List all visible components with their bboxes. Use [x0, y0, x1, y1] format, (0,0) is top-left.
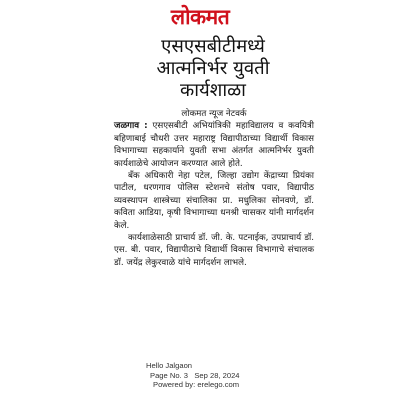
paragraph-text: एसएसबीटी अभियांत्रिकी महाविद्यालय व कवयित्री बहिणाबाई चौधरी उत्तर महाराष्ट्र विद्यापीठाच्या विद्यार्थी विकास विभागाच्या सहकार्याने युवती सभा अंतर्गत आत्मनिर्भर युवती कार्यशाळेचे आयोजन करण्यात आले होते.	[114, 121, 314, 169]
article-paragraph: बँक अधिकारी नेहा पटेल, जिल्हा उद्योग केंद्राच्या प्रियंका पाटील, धरणगाव पोलिस स्टेशनचे संतोष पवार, विद्यापीठ व्यवस्थापन शास्त्रेच्या संचालिका प्रा. मधुलिका सोनवणे, डॉ. कविता आडिया, कृषी विभागाच्या धनश्री चासकर यांनी मार्गदर्शन केले.	[114, 171, 314, 231]
article-paragraph: कार्यशाळेसाठी प्राचार्य डॉ. जी. के. पटनाईक, उपप्राचार्य डॉ. एस. बी. पवार, विद्यापीठाचे विद्यार्थी विकास विभागाचे संचालक डॉ. जयेंद्र लेकुरवाळे यांचे मार्गदर्शन लाभले.	[114, 233, 314, 268]
article-paragraph	[114, 120, 314, 170]
footer-source: Hello Jalgaon	[146, 361, 193, 370]
headline-line: कार्यशाळा	[180, 80, 246, 101]
article-body	[114, 108, 314, 269]
article-byline: लोकमत न्यूज नेटवर्क	[181, 109, 247, 119]
article-headline	[118, 36, 308, 102]
article-dateline: जळगाव :	[114, 121, 148, 132]
footer-powered-by: Powered by: erelego.com	[153, 380, 240, 390]
footer-date: Sep 28, 2024	[194, 370, 240, 380]
footer-page-number: Page No. 3	[150, 370, 188, 380]
footer-page-date	[146, 371, 266, 381]
newspaper-masthead: लोकमत	[170, 5, 230, 29]
headline-line: एसएसबीटीमध्ये	[161, 36, 265, 57]
clipping-footer	[146, 361, 266, 390]
headline-line: आत्मनिर्भर युवती	[156, 58, 270, 79]
